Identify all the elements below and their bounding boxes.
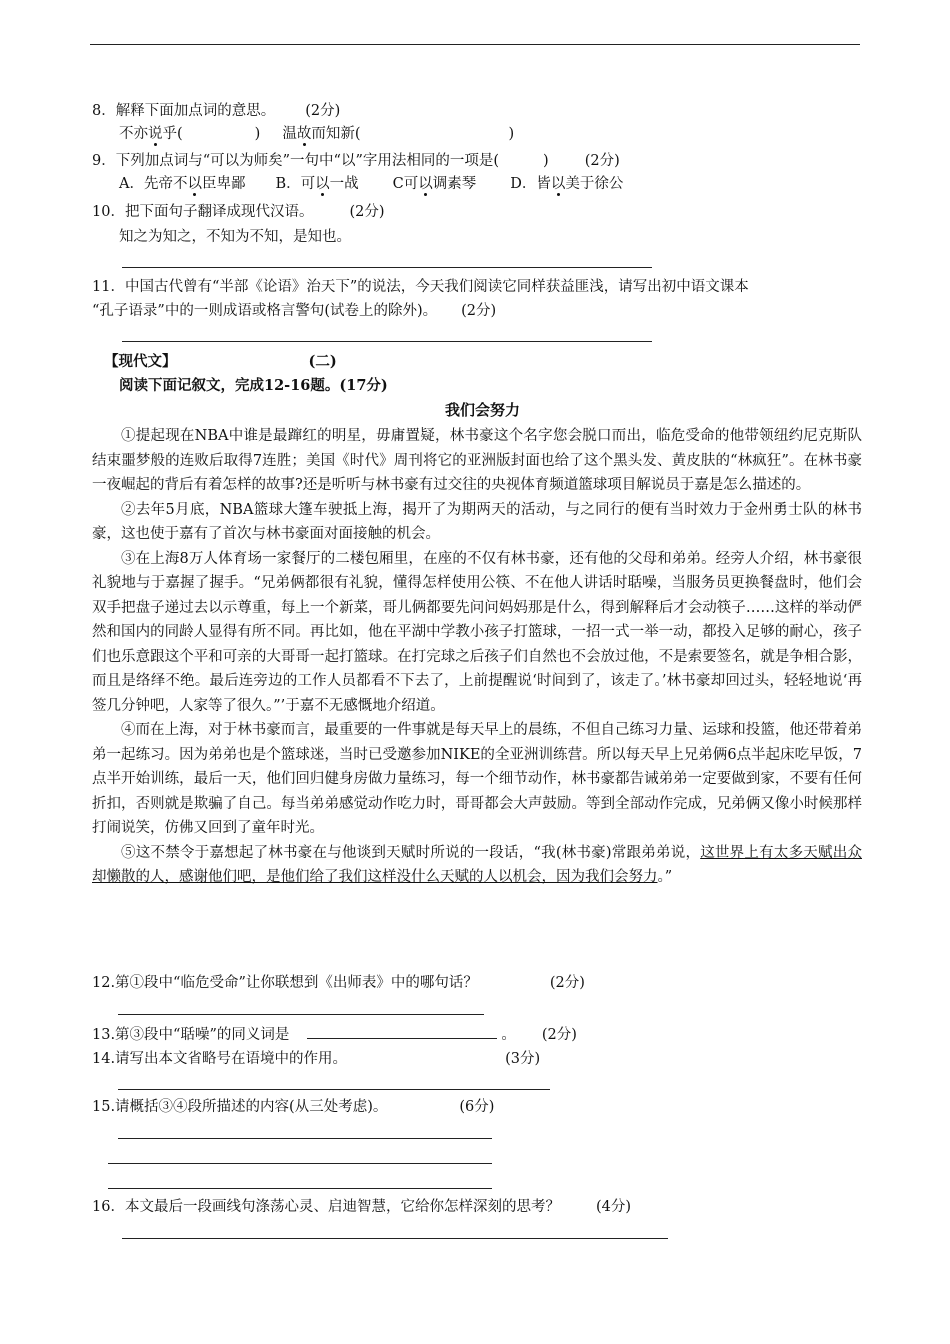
q12-stem: 12.第①段中“临危受命”让你联想到《出师表》中的哪句话？ (2分) — [92, 975, 585, 991]
q11-line1: 11．中国古代曾有“半部《论语》治天下”的说法，今天我们阅读它同样获益匪浅，请写出初中语文课本 — [92, 279, 749, 295]
q13-answer-blank[interactable] — [307, 1024, 497, 1039]
q14-stem: 14.请写出本文省略号在语境中的作用。 (3分) — [92, 1051, 541, 1067]
q9-option-c: C可以调素琴 — [392, 176, 477, 192]
passage-paragraph-3: ③在上海8万人体育场一家餐厅的二楼包厢里，在座的不仅有林书豪，还有他的父母和弟弟。经旁人介绍，林书豪很礼貌地与于嘉握了握手。“兄弟俩都很有礼貌，懂得怎样使用公筷、不在他人讲话时聒噪，当服务员更换餐盘时，他们会双手把盘子递过去以示尊重，每上一个新菜，哥儿俩都要先问问妈妈那是什么，得到解释后才会动筷子……这样的举动俨然和国内的同龄人显得有所不同。再比如，他在平湖中学教小孩子打篮球，一招一式一举一动，都投入足够的耐心，孩子们也乐意跟这个平和可亲的大哥哥一起打篮球。在打完球之后孩子们自然也不会放过他，不是索要签名，就是争相合影，而且是络绎不绝。最后连旁边的工作人员都看不下去了，上前提醒说‘时间到了，该走了。’林书豪却回过头，轻轻地说‘再签几分钟吧，人家等了很久。”’于嘉不无感慨地介绍道。 — [92, 550, 862, 714]
q15-stem: 15.请概括③④段所描述的内容(从三处考虑)。 (6分) — [92, 1099, 495, 1115]
passage-paragraph-1: ①提起现在NBA中谁是最蹿红的明星，毋庸置疑，林书豪这个名字您会脱口而出，临危受命的他带领纽约尼克斯队结束噩梦般的连败后取得7连胜；美国《时代》周刊将它的亚洲版封面也给了这个黑头发、黄皮肤的“林疯狂”。在林书豪一夜崛起的背后有着怎样的故事?还是听听与林书豪有过交往的央视体育频道篮球项目解说员于嘉是怎么描述的。 — [92, 428, 862, 493]
passage-body — [92, 424, 862, 890]
q11-answer-line — [122, 341, 652, 342]
q11-line2: “孔子语录”中的一则成语或格言警句(试卷上的除外)。 (2分) — [92, 303, 497, 319]
q8-items: 不亦说乎( ) 温故而知新( ) — [119, 126, 515, 142]
section-instruction: 阅读下面记叙文，完成12-16题。(17分) — [119, 377, 388, 394]
q9-options — [119, 174, 623, 194]
passage-title: 我们会努力 — [445, 401, 521, 419]
q10-sentence: 知之为知之，不知为不知，是知也。 — [119, 229, 351, 245]
q15-answer-line-1 — [118, 1138, 492, 1139]
q9-option-a: A．先帝不以臣卑鄙 — [119, 176, 246, 192]
section-label: 【现代文】 (二) — [104, 353, 337, 370]
header-rule — [90, 44, 860, 45]
q15-answer-line-2 — [108, 1163, 492, 1164]
passage-paragraph-4: ④而在上海，对于林书豪而言，最重要的一件事就是每天早上的晨练，不但自己练习力量、运球和投篮，他还带着弟弟一起练习。因为弟弟也是个篮球迷，当时已受邀参加NIKE的全亚洲训练营。所以每天早上兄弟俩6点半起床吃早饭，7点半开始训练，最后一天，他们回归健身房做力量练习，每一个细节动作，林书豪都告诫弟弟一定要做到家，不要有任何折扣，否则就是欺骗了自己。每当弟弟感觉动作吃力时，哥哥都会大声鼓励。等到全部动作完成，兄弟俩又像小时候那样打闹说笑，仿佛又回到了童年时光。 — [92, 722, 862, 836]
q13-stem: 13.第③段中“聒噪”的同义词是 。 (2分) — [92, 1024, 577, 1045]
q16-stem: 16．本文最后一段画线句涤荡心灵、启迪智慧，它给你怎样深刻的思考？ (4分) — [92, 1199, 631, 1215]
q10-stem: 10．把下面句子翻译成现代汉语。 (2分) — [92, 204, 385, 220]
q10-answer-line — [122, 267, 652, 268]
q8-stem: 8．解释下面加点词的意思。 (2分) — [92, 103, 341, 119]
passage-paragraph-2: ②去年5月底，NBA篮球大篷车驶抵上海，揭开了为期两天的活动，与之同行的便有当时效力于金州勇士队的林书豪，这也使于嘉有了首次与林书豪面对面接触的机会。 — [92, 501, 862, 542]
passage-paragraph-5: ⑤这不禁令于嘉想起了林书豪在与他谈到天赋时所说的一段话，“我(林书豪)常跟弟弟说，这世界上有太多天赋出众却懒散的人，感谢他们吧，是他们给了我们这样没什么天赋的人以机会，因为我们会努力。” — [92, 844, 862, 885]
q12-answer-line — [118, 1014, 484, 1015]
q16-answer-line — [122, 1238, 668, 1239]
q14-answer-line — [118, 1089, 550, 1090]
q9-option-d: D．皆以美于徐公 — [510, 176, 624, 192]
q9-option-b: B．可以一战 — [275, 176, 359, 192]
q15-answer-line-3 — [108, 1188, 492, 1189]
q9-stem: 9．下列加点词与“可以为师矣”一句中“以”字用法相同的一项是( ) (2分) — [92, 153, 620, 169]
underlined-sentence: 这世界上有太多天赋出众却懒散的人，感谢他们吧，是他们给了我们这样没什么天赋的人以机会，因为我们会努力 — [92, 844, 862, 885]
